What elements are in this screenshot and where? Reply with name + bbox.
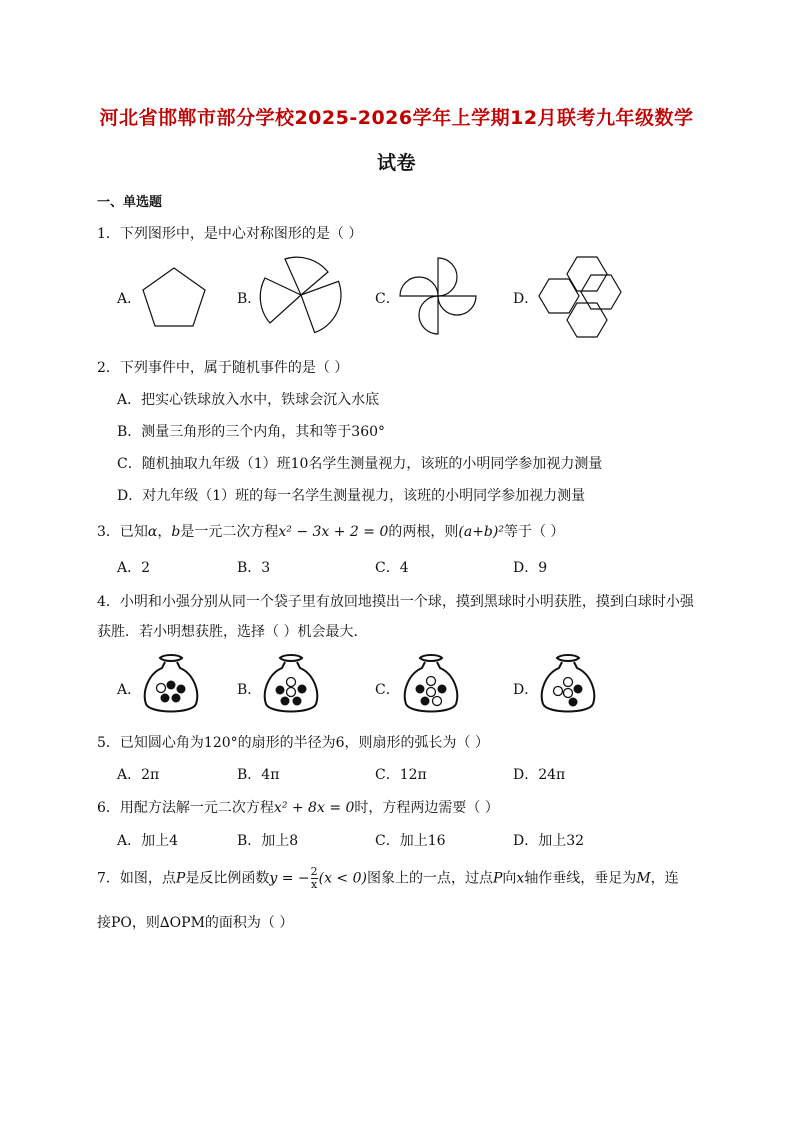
question-5-stem: 5．已知圆心角为120°的扇形的半径为6，则扇形的弧长为（ ） <box>97 735 489 751</box>
q5-option-d: D．24π <box>513 767 566 783</box>
q3-option-d: D．9 <box>513 560 548 576</box>
q3-option-b: B．3 <box>237 560 271 576</box>
question-7-stem-line1: 7．如图，点P是反比例函数y = − $\frac{2}{x}$ (x < 0)图象上的一点，过点P向x轴作垂线，垂足为M，连 <box>97 865 679 891</box>
question-2-stem: 2．下列事件中，属于随机事件的是（ ） <box>97 360 349 376</box>
q4-option-b-label: B． <box>237 682 262 698</box>
question-4-stem-line1: 4．小明和小强分别从同一个袋子里有放回地摸出一个球，摸到黑球时小明获胜，摸到白球时小强 <box>97 594 694 610</box>
bag-a-figure <box>138 652 204 718</box>
q3-option-a: A．2 <box>117 560 151 576</box>
q6-option-d: D．加上32 <box>513 833 585 849</box>
q2-option-b: B．测量三角形的三个内角，其和等于360° <box>117 424 386 440</box>
question-4-stem-line2: 获胜．若小明想获胜，选择（ ）机会最大． <box>97 624 368 640</box>
fraction-2-over-x: $\frac{2}{x}$ <box>310 865 318 891</box>
bag-d-figure <box>535 652 601 718</box>
q4-option-a-label: A． <box>117 682 142 698</box>
q1-option-a-label: A． <box>117 291 142 307</box>
document-title-line2: 试卷 <box>376 152 416 174</box>
q1-option-d-label: D． <box>513 291 539 307</box>
question-7-stem-line2: 接PO，则∆OPM的面积为（ ） <box>97 915 294 931</box>
q4-option-c-label: C． <box>375 682 400 698</box>
q2-option-d: D．对九年级（1）班的每一名学生测量视力，该班的小明同学参加视力测量 <box>117 488 586 504</box>
section-heading: 一、单选题 <box>97 195 163 210</box>
q5-option-b: B．4π <box>237 767 280 783</box>
q2-option-a: A．把实心铁球放入水中，铁球会沉入水底 <box>117 392 380 408</box>
q1-option-c-label: C． <box>375 291 400 307</box>
q3-option-c: C．4 <box>375 560 409 576</box>
bag-c-figure <box>398 652 464 718</box>
pentagon-figure <box>138 260 210 330</box>
interlocking-hexagons-figure <box>535 253 631 341</box>
q5-option-c: C．12π <box>375 767 427 783</box>
question-6-stem: 6．用配方法解一元二次方程x² + 8x = 0时，方程两边需要（ ） <box>97 800 499 816</box>
q6-option-a: A．加上4 <box>117 833 179 849</box>
q6-option-b: B．加上8 <box>237 833 299 849</box>
question-3-stem: 3．已知α，b是一元二次方程x² − 3x + 2 = 0的两根，则(a+b)²等于（ ） <box>97 524 565 540</box>
question-1-stem: 1．下列图形中，是中心对称图形的是（ ） <box>97 226 363 242</box>
bag-b-figure <box>258 652 324 718</box>
q5-option-a: A．2π <box>117 767 160 783</box>
three-blade-figure <box>258 252 344 338</box>
pinwheel-figure <box>398 256 478 336</box>
document-title: 河北省邯郸市部分学校2025-2026学年上学期12月联考九年级数学 <box>99 107 694 129</box>
q2-option-c: C．随机抽取九年级（1）班10名学生测量视力，该班的小明同学参加视力测量 <box>117 456 603 472</box>
q4-option-d-label: D． <box>513 682 539 698</box>
q1-option-b-label: B． <box>237 291 262 307</box>
q6-option-c: C．加上16 <box>375 833 446 849</box>
